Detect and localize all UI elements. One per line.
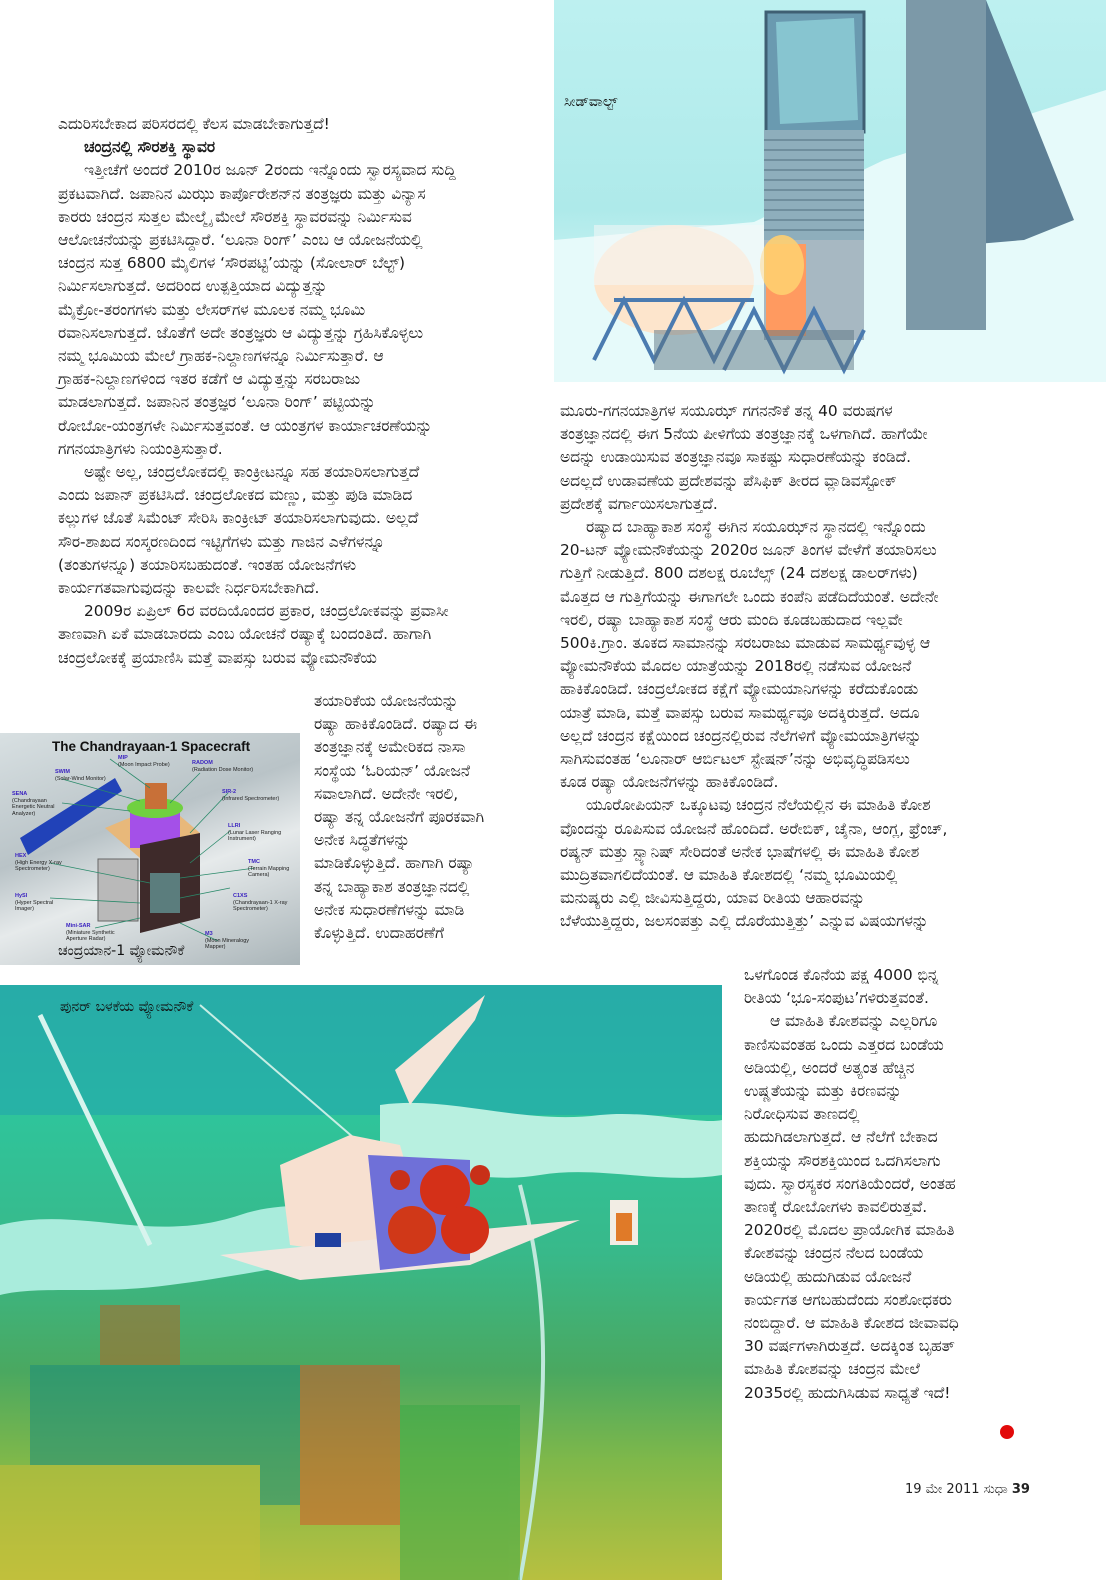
article-end-marker — [1000, 1425, 1014, 1439]
label-c1xs: C1XS (Chandrayaan-1 X-ray Spectrometer) — [233, 893, 288, 912]
label-sena: SENA (Chandrayaan Energetic Neutral Analyzer) — [12, 791, 55, 817]
text-line: ಯೂರೋಪಿಯನ್ ಒಕ್ಕೂಟವು ಚಂದ್ರನ ನೆಲೆಯಲ್ಲಿನ ಈ ಮಾಹಿತಿ ಕೋಶ — [586, 796, 931, 815]
text-line: ಉಷ್ಣತೆಯನ್ನು ಮತ್ತು ಕಿರಣವನ್ನು — [744, 1082, 902, 1101]
text-line: ಸವಾಲಾಗಿದೆ. ಅದೇನೇ ಇರಲಿ, — [314, 784, 459, 803]
text-line: ಮೂರು-ಗಗನಯಾತ್ರಿಗಳ ಸಯೂಝ್ ಗಗನನೌಕೆ ತನ್ನ 40 ವರುಷಗಳ — [560, 402, 893, 420]
chandrayaan-figure — [0, 733, 300, 965]
text-line: ಮೈಕ್ರೋ-ತರಂಗಗಳು ಮತ್ತು ಲೇಸರ್‌ಗಳ ಮೂಲಕ ನಮ್ಮ ಭೂಮಿ — [58, 300, 366, 319]
issue-date: 19 ಮೇ 2011 — [905, 1482, 980, 1497]
text-line: ಸಂಸ್ಥೆಯ ‘ಓರಿಯನ್’ ಯೋಜನೆ — [314, 761, 471, 780]
text-line: ಅಷ್ಟೇ ಅಲ್ಲ, ಚಂದ್ರಲೋಕದಲ್ಲಿ ಕಾಂಕ್ರೀಟನ್ನೂ ಸಹ ತಯಾರಿಸಲಾಗುತ್ತದೆ — [84, 463, 420, 482]
text-line: ಹಾಕಿಕೊಂಡಿದೆ. ಚಂದ್ರಲೋಕದ ಕಕ್ಷೆಗೆ ವ್ಯೋಮಯಾನಿಗಳನ್ನು ಕರೆದುಕೊಂಡು — [560, 680, 919, 699]
text-line: ಅಡಿಯಲ್ಲಿ, ಅಂದರೆ ಅತ್ಯಂತ ಹೆಚ್ಚಿನ — [744, 1058, 915, 1077]
text-line: ಕೊಳ್ಳುತ್ತಿದೆ. ಉದಾಹರಣೆಗೆ — [314, 924, 444, 943]
article-column-right-narrow — [744, 964, 1034, 1405]
text-line: ಮಾಹಿತಿ ಕೋಶವನ್ನು ಚಂದ್ರನ ಮೇಲೆ — [744, 1360, 920, 1379]
text-line: 2009ರ ಏಪ್ರಿಲ್ 6ರ ವರದಿಯೊಂದರ ಪ್ರಕಾರ, ಚಂದ್ರಲೋಕವನ್ನು ಪ್ರವಾಸೀ — [84, 602, 449, 621]
text-line: 30 ವರ್ಷಗಳಾಗಿರುತ್ತದೆ. ಅದಕ್ಕಿಂತ ಬೃಹತ್ — [744, 1337, 955, 1356]
article-column-right — [560, 400, 1030, 934]
text-line: ತಯಾರಿಕೆಯ ಯೋಜನೆಯನ್ನು — [314, 692, 459, 710]
text-line: ಯಾತ್ರೆ ಮಾಡಿ, ಮತ್ತೆ ವಾಪಸ್ಸು ಬರುವ ಸಾಮರ್ಥ್ಯವೂ ಅದಕ್ಕಿರುತ್ತದೆ. ಅದೂ — [560, 703, 920, 722]
text-line: ಸೌರ-ಶಾಖದ ಸಂಸ್ಕರಣದಿಂದ ಇಟ್ಟಿಗೆಗಳು ಮತ್ತು ಗಾಜಿನ ಎಳೆಗಳನ್ನೂ — [58, 532, 385, 551]
label-hysi: HySI (Hyper Spectral Imager) — [15, 893, 54, 912]
label-mini-sar: Mini-SAR (Miniature Synthetic Aperture Radar) — [66, 923, 115, 942]
shuttle-caption: ಪುನರ್ ಬಳಕೆಯ ವ್ಯೋಮನೌಕೆ — [60, 999, 194, 1015]
seed-vault-photo — [554, 0, 1106, 382]
text-line: ಮನುಷ್ಯರು ಎಲ್ಲಿ ಜೀವಿಸುತ್ತಿದ್ದರು, ಯಾವ ರೀತಿಯ ಆಹಾರವನ್ನು — [560, 889, 865, 908]
text-line: ವ್ಯೋಮನೌಕೆಯ ಮೊದಲ ಯಾತ್ರೆಯನ್ನು 2018ರಲ್ಲಿ ನಡೆಸುವ ಯೋಜನೆ — [560, 657, 912, 676]
text-line: ಇರಲಿ, ರಷ್ಯಾ ಬಾಹ್ಯಾಕಾಶ ಸಂಸ್ಥೆ ಆರು ಮಂದಿ ಕೂಡಬಹುದಾದ ಇಲ್ಲವೇ — [560, 610, 903, 629]
text-line: ಗುತ್ತಿಗೆ ನೀಡುತ್ತಿದೆ. 800 ದಶಲಕ್ಷ ರೂಬೆಲ್ಸ್ (24 ದಶಲಕ್ಷ ಡಾಲರ್‌ಗಳು) — [560, 564, 918, 583]
page-number: 39 — [1011, 1482, 1030, 1497]
text-line: ಕಾರ್ಯಗತ ಆಗಬಹುದೆಂದು ಸಂಶೋಧಕರು — [744, 1290, 952, 1309]
label-radom: RADOM (Radiation Dose Monitor) — [192, 760, 254, 773]
text-line: ಗ್ರಾಹಕ-ನಿಲ್ದಾಣಗಳಿಂದ ಇತರ ಕಡೆಗೆ ಆ ವಿದ್ಯುತ್ತನ್ನು ಸರಬರಾಜು — [58, 370, 360, 389]
text-line: (ತಂತುಗಳನ್ನೂ) ತಯಾರಿಸಬಹುದಂತೆ. ಇಂತಹ ಯೋಜನೆಗಳು — [58, 555, 356, 574]
text-line: ನಂಬಿದ್ದಾರೆ. ಆ ಮಾಹಿತಿ ಕೋಶದ ಜೀವಾವಧಿ — [744, 1314, 959, 1333]
label-hex: HEX (High Energy X-ray Spectrometer) — [15, 853, 62, 872]
page-footer — [905, 1482, 1030, 1497]
text-line: ಕೂಡ ರಷ್ಯಾ ಯೋಜನೆಗಳನ್ನು ಹಾಕಿಕೊಂಡಿದೆ. — [560, 773, 779, 792]
text-line: ಅನೇಕ ಸುಧಾರಣೆಗಳನ್ನು ಮಾಡಿ — [314, 900, 465, 919]
text-line: ವುದು. ಸ್ವಾರಸ್ಯಕರ ಸಂಗತಿಯೆಂದರೆ, ಅಂತಹ — [744, 1174, 956, 1193]
text-line: ಶಕ್ತಿಯನ್ನು ಸೌರಶಕ್ತಿಯಿಂದ ಒದಗಿಸಲಾಗು — [744, 1151, 941, 1170]
text-line: 2035ರಲ್ಲಿ ಹುದುಗಿಸಿಡುವ ಸಾಧ್ಯತೆ ಇದೆ! — [744, 1383, 951, 1402]
text-line: 20-ಟನ್ ವ್ಯೋಮನೌಕೆಯನ್ನು 2020ರ ಜೂನ್ ತಿಂಗಳ ವೇಳೆಗೆ ತಯಾರಿಸಲು — [560, 541, 937, 560]
text-line: ನಿರ್ಮಿಸಲಾಗುತ್ತದೆ. ಅದರಿಂದ ಉತ್ಪತ್ತಿಯಾದ ವಿದ್ಯುತ್ತನ್ನು — [58, 277, 328, 296]
text-line: ಪ್ರಕಟವಾಗಿದೆ. ಜಪಾನಿನ ಮಿಝು ಕಾರ್ಪೊರೇಶನ್‌ನ ತಂತ್ರಜ್ಞರು ಮತ್ತು ವಿನ್ಯಾಸ — [58, 184, 426, 203]
text-line: ಚಂದ್ರಲೋಕಕ್ಕೆ ಪ್ರಯಾಣಿಸಿ ಮತ್ತೆ ವಾಪಸ್ಸು ಬರುವ ವ್ಯೋಮನೌಕೆಯ — [58, 648, 377, 667]
text-line: ಇತ್ತೀಚೆಗೆ ಅಂದರೆ 2010ರ ಜೂನ್ 2ರಂದು ಇನ್ನೊಂದು ಸ್ವಾರಸ್ಯವಾದ ಸುದ್ದಿ — [84, 161, 456, 180]
section-subheading: ಚಂದ್ರನಲ್ಲಿ ಸೌರಶಕ್ತಿ ಸ್ಥಾವರ — [84, 138, 216, 157]
text-line: ಗಗನಯಾತ್ರಿಗಳು ನಿಯಂತ್ರಿಸುತ್ತಾರೆ. — [58, 439, 223, 458]
text-line: 500ಕಿ.ಗ್ರಾಂ. ತೂಕದ ಸಾಮಾನನ್ನು ಸರಬರಾಜು ಮಾಡುವ ಸಾಮರ್ಥ್ಯವುಳ್ಳ ಆ — [560, 634, 931, 653]
text-line: ಅಡಿಯಲ್ಲಿ ಹುದುಗಿಡುವ ಯೋಜನೆ — [744, 1267, 912, 1286]
text-line: ವೊಂದನ್ನು ರೂಪಿಸುವ ಯೋಜನೆ ಹೊಂದಿದೆ. ಅರೇಬಿಕ್, ಚೈನಾ, ಆಂಗ್ಲ, ಫ್ರೆಂಚ್, — [560, 819, 948, 838]
text-line: ಹುದುಗಿಡಲಾಗುತ್ತದೆ. ಆ ನೆಲೆಗೆ ಬೇಕಾದ — [744, 1128, 938, 1147]
text-line: ಆ ಮಾಹಿತಿ ಕೋಶವನ್ನು ಎಲ್ಲರಿಗೂ — [770, 1012, 938, 1031]
label-tmc: TMC (Terrain Mapping Camera) — [248, 859, 290, 878]
text-line: ಮಾಡಿಕೊಳ್ಳುತ್ತಿದೆ. ಹಾಗಾಗಿ ರಷ್ಯಾ — [314, 854, 475, 873]
text-line: ಕೋಶವನ್ನು ಚಂದ್ರನ ನೆಲದ ಬಂಡೆಯ — [744, 1244, 924, 1263]
article-column-left-narrow — [314, 690, 554, 945]
text-line: ಮುದ್ರಿತವಾಗಲಿದೆಯಂತೆ. ಆ ಮಾಹಿತಿ ಕೋಶದಲ್ಲಿ ‘ನಮ್ಮ ಭೂಮಿಯಲ್ಲಿ — [560, 866, 898, 885]
label-sir2: SIR-2 (Infrared Spectrometer) — [222, 789, 280, 802]
shuttle-illustration — [0, 985, 722, 1580]
text-line: 2020ರಲ್ಲಿ ಮೊದಲ ಪ್ರಾಯೋಗಿಕ ಮಾಹಿತಿ — [744, 1221, 955, 1240]
text-line: ಅನೇಕ ಸಿದ್ಧತೆಗಳನ್ನು — [314, 831, 410, 850]
text-line: ರೀತಿಯ ‘ಭೂ-ಸಂಪುಟ’ಗಳಿರುತ್ತವಂತೆ. — [744, 989, 929, 1008]
text-line: ತಾಣವಾಗಿ ಏಕೆ ಮಾಡಬಾರದು ಎಂಬ ಯೋಚನೆ ರಷ್ಯಾಕ್ಕೆ ಬಂದಂತಿದೆ. ಹಾಗಾಗಿ — [58, 625, 432, 644]
text-line: ಮೊತ್ತದ ಆ ಗುತ್ತಿಗೆಯನ್ನು ಈಗಾಗಲೇ ಒಂದು ಕಂಪೆನಿ ಪಡೆದಿದೆಯಂತೆ. ಅದೇನೇ — [560, 587, 939, 606]
text-line: ರಷ್ಯಾದ ಬಾಹ್ಯಾಕಾಶ ಸಂಸ್ಥೆ ಈಗಿನ ಸಯೂಝ್‌ನ ಸ್ಥಾನದಲ್ಲಿ ಇನ್ನೊಂದು — [586, 518, 926, 537]
magazine-name: ಸುಧಾ — [983, 1482, 1008, 1497]
text-line: ಅದಲ್ಲದೆ ಉಡಾವಣೆಯ ಪ್ರದೇಶವನ್ನು ಪೆಸಿಫಿಕ್ ತೀರದ ವ್ಲಾಡಿವಸ್ಟೋಕ್ — [560, 471, 897, 490]
article-column-left — [58, 113, 548, 670]
text-line: ಒಳಗೊಂಡ ಕೊನೆಯ ಪಕ್ಷ 4000 ಭಿನ್ನ — [744, 966, 939, 984]
label-swim: SWIM (Solar-Wind Monitor) — [55, 769, 106, 782]
text-line: ತನ್ನ ಬಾಹ್ಯಾಕಾಶ ತಂತ್ರಜ್ಞಾನದಲ್ಲಿ — [314, 877, 470, 896]
text-line: ರವಾನಿಸಲಾಗುತ್ತದೆ. ಜೊತೆಗೆ ಅದೇ ತಂತ್ರಜ್ಞರು ಆ ವಿದ್ಯುತ್ತನ್ನು ಗ್ರಹಿಸಿಕೊಳ್ಳಲು — [58, 323, 424, 342]
reusable-spacecraft-photo — [0, 985, 722, 1580]
seed-vault-illustration — [554, 0, 1106, 382]
text-line: ಆಲೋಚನೆಯನ್ನು ಪ್ರಕಟಿಸಿದ್ದಾರೆ. ‘ಲೂನಾ ರಿಂಗ್’ ಎಂಬ ಆ ಯೋಜನೆಯಲ್ಲಿ — [58, 231, 423, 250]
text-line: ಬೆಳೆಯುತ್ತಿದ್ದರು, ಜಲಸಂಪತ್ತು ಎಲ್ಲಿ ದೊರೆಯುತ್ತಿತ್ತು’ ಎನ್ನುವ ವಿಷಯಗಳನ್ನು — [560, 912, 929, 931]
label-m3: M3 (Moon Mineralogy Mapper) — [205, 931, 250, 950]
text-line: ನಮ್ಮ ಭೂಮಿಯ ಮೇಲೆ ಗ್ರಾಹಕ-ನಿಲ್ದಾಣಗಳನ್ನೂ ನಿರ್ಮಿಸುತ್ತಾರೆ. ಆ — [58, 347, 384, 366]
text-line: ಎದುರಿಸಬೇಕಾದ ಪರಿಸರದಲ್ಲಿ ಕೆಲಸ ಮಾಡಬೇಕಾಗುತ್ತದೆ! — [58, 115, 330, 133]
text-line: ಎಂದು ಜಪಾನ್ ಪ್ರಕಟಿಸಿದೆ. ಚಂದ್ರಲೋಕದ ಮಣ್ಣು, ಮತ್ತು ಪುಡಿ ಮಾಡಿದ — [58, 486, 413, 505]
text-line: ನಿರೋಧಿಸುವ ತಾಣದಲ್ಲಿ — [744, 1105, 860, 1124]
label-llri: LLRI (Lunar Laser Ranging Instrument) — [228, 823, 282, 842]
text-line: ರಷ್ಯನ್ ಮತ್ತು ಸ್ಪ್ಯಾನಿಷ್ ಸೇರಿದಂತೆ ಅನೇಕ ಭಾಷೆಗಳಲ್ಲಿ ಈ ಮಾಹಿತಿ ಕೋಶ — [560, 842, 920, 861]
text-line: ತಾಣಕ್ಕೆ ರೋಬೋಗಳು ಕಾವಲಿರುತ್ತವೆ. — [744, 1198, 928, 1217]
text-line: ಸಾಗಿಸುವಂತಹ ‘ಲೂನಾರ್ ಆರ್ಬಿಟಲ್ ಸ್ಟೇಷನ್’ನನ್ನು ಅಭಿವೃದ್ಧಿಪಡಿಸಲು — [560, 750, 910, 769]
text-line: ರಷ್ಯಾ ತನ್ನ ಯೋಜನೆಗೆ ಪೂರಕವಾಗಿ — [314, 808, 485, 827]
text-line: ಪ್ರದೇಶಕ್ಕೆ ವರ್ಗಾಯಿಸಲಾಗುತ್ತದೆ. — [560, 494, 718, 513]
text-line: ಕಾಣಿಸುವಂತಹ ಒಂದು ಎತ್ತರದ ಬಂಡೆಯ — [744, 1035, 944, 1054]
text-line: ಕಲ್ಲುಗಳ ಜೊತೆ ಸಿಮೆಂಟ್ ಸೇರಿಸಿ ಕಾಂಕ್ರೀಟ್ ತಯಾರಿಸಲಾಗುವುದು. ಅಲ್ಲದೆ — [58, 509, 419, 528]
seed-vault-caption: ಸೀಡ್‌ವಾಲ್ಟ್ — [564, 94, 618, 110]
text-line: ರಷ್ಯಾ ಹಾಕಿಕೊಂಡಿದೆ. ರಷ್ಯಾದ ಈ — [314, 715, 477, 734]
text-line: ಚಂದ್ರನ ಸುತ್ತ 6800 ಮೈಲಿಗಳ ‘ಸೌರಪಟ್ಟಿ’ಯನ್ನು (ಸೋಲಾರ್ ಬೆಲ್ಟ್) — [58, 254, 406, 273]
text-line: ತಂತ್ರಜ್ಞಾನದಲ್ಲಿ ಈಗ 5ನೆಯ ಪೀಳಿಗೆಯ ತಂತ್ರಜ್ಞಾನಕ್ಕೆ ಒಳಗಾಗಿದೆ. ಹಾಗೆಯೇ — [560, 425, 928, 444]
text-line: ಅಲ್ಲದೆ ಚಂದ್ರನ ಕಕ್ಷೆಯಿಂದ ಚಂದ್ರನಲ್ಲಿರುವ ನೆಲೆಗಳಿಗೆ ವ್ಯೋಮಯಾತ್ರಿಗಳನ್ನು — [560, 726, 922, 745]
label-mip: MIP (Moon Impact Probe) — [118, 755, 170, 768]
text-line: ಕಾರ್ಯಗತವಾಗುವುದನ್ನು ಕಾಲವೇ ನಿರ್ಧರಿಸಬೇಕಾಗಿದೆ. — [58, 579, 320, 598]
text-line: ತಂತ್ರಜ್ಞಾನಕ್ಕೆ ಅಮೇರಿಕದ ನಾಸಾ — [314, 738, 466, 757]
chandrayaan-title: The Chandrayaan-1 Spacecraft — [52, 739, 251, 754]
chandrayaan-caption: ಚಂದ್ರಯಾನ-1 ವ್ಯೋಮನೌಕೆ — [58, 943, 185, 959]
text-line: ರೋಬೋ-ಯಂತ್ರಗಳೇ ನಿರ್ಮಿಸುತ್ತವಂತೆ. ಆ ಯಂತ್ರಗಳ ಕಾರ್ಯಾಚರಣೆಯನ್ನು — [58, 416, 433, 435]
text-line: ಕಾರರು ಚಂದ್ರನ ಸುತ್ತಲ ಮೇಲ್ಮೈ ಮೇಲೆ ಸೌರಶಕ್ತಿ ಸ್ಥಾವರವನ್ನು ನಿರ್ಮಿಸುವ — [58, 207, 412, 226]
text-line: ಮಾಡಲಾಗುತ್ತದೆ. ಜಪಾನಿನ ತಂತ್ರಜ್ಞರ ‘ಲೂನಾ ರಿಂಗ್’ ಪಟ್ಟಿಯನ್ನು — [58, 393, 376, 412]
text-line: ಅದನ್ನು ಉಡಾಯಿಸುವ ತಂತ್ರಜ್ಞಾನವೂ ಸಾಕಷ್ಟು ಸುಧಾರಣೆಯನ್ನು ಕಂಡಿದೆ. — [560, 448, 912, 467]
